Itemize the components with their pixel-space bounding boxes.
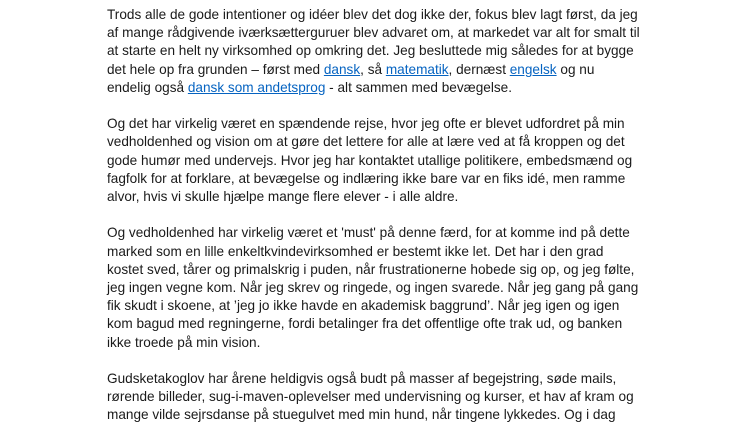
paragraph-1-text-b: - alt sammen med bevægelse. xyxy=(325,79,513,95)
paragraph-1-sep-3: og nu endelig også xyxy=(107,61,595,95)
paragraph-1-sep-2: , dernæst xyxy=(448,61,510,77)
link-dansk[interactable]: dansk xyxy=(323,61,361,77)
link-engelsk[interactable]: engelsk xyxy=(509,61,557,77)
document-page xyxy=(107,6,642,443)
paragraph-1-sep-1: , så xyxy=(360,61,386,77)
link-matematik[interactable]: matematik xyxy=(385,61,449,77)
paragraph-1-text-a: Trods alle de gode intentioner og idéer blev det dog ikke der, fokus blev lagt først, da jeg af mange rådgivende iværksætterguruer blev advaret om, at markedet var alt for smalt til at starte en helt ny virksomhed op omkring det. Jeg besluttede mig således for at bygge det hele op fra grunden – først med xyxy=(107,7,640,77)
paragraph-2: Og det har virkelig været en spændende rejse, hvor jeg ofte er blevet udfordret på min vedholdenhed og vision om at gøre det lettere for alle at lære ved at få kroppen og det gode humør med undervejs. Hvor jeg har kontaktet utallige politikere, embedsmænd og fagfolk for at forklare, at bevægelse og indlæring ikke bare var en fiks idé, men ramme alvor, hvis vi skulle hjælpe mange flere elever - i alle aldre. xyxy=(107,116,633,205)
paragraph-1 xyxy=(107,6,642,97)
link-dansk-som-andetsprog[interactable]: dansk som andetsprog xyxy=(187,79,326,95)
paragraph-4: Gudsketakoglov har årene heldigvis også budt på masser af begejstring, søde mails, rørende billeder, sug-i-maven-oplevelser med undervisning og kurser, et hav af kram og mange vilde sejrsdanse på stuegulvet med min hund, når tingene lykkedes. Og i dag xyxy=(107,371,634,423)
paragraph-3: Og vedholdenhed har virkelig været et 'must' på denne færd, for at komme ind på dette marked som en lille enkeltkvindevirksomhed er bestemt ikke let. Det har i den grad kostet sved, tårer og primalskrig i puden, når frustrationerne hobede sig op, og jeg følte, jeg ingen vegne kom. Når jeg skrev og ringede, og ingen svarede. Når jeg gang på gang fik skudt i skoene, at ’jeg jo ikke havde en akademisk baggrund’. Når jeg igen og igen kom bagud med regningerne, fordi betalinger fra det offentlige ofte trak ud, og banken ikke troede på min vision. xyxy=(107,225,639,350)
